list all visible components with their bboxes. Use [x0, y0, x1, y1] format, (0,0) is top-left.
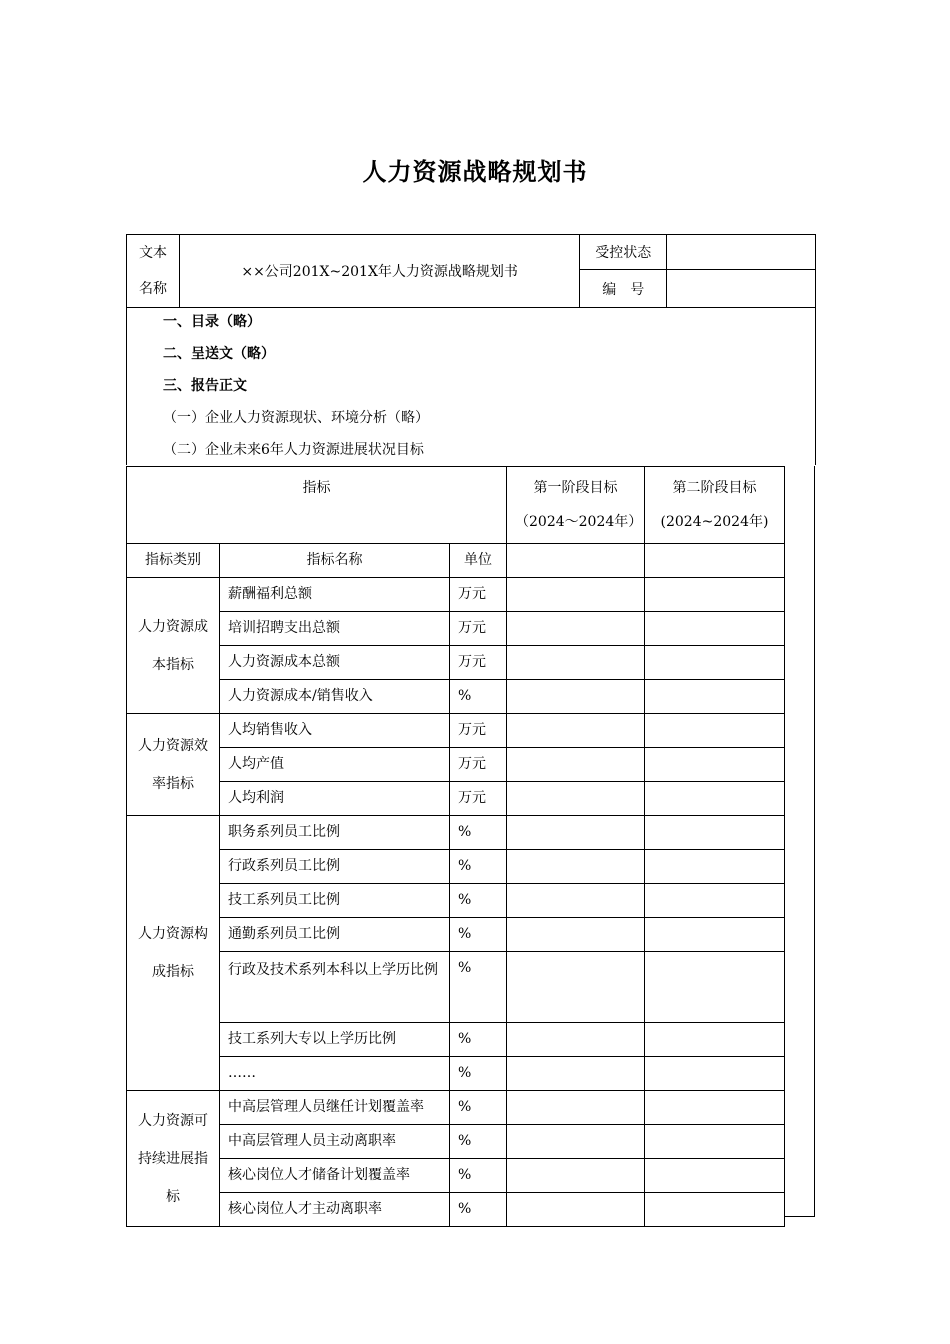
stage2-cell	[645, 1159, 785, 1193]
page-title: 人力资源战略规划书	[362, 157, 588, 186]
subsection-status-analysis: （一）企业人力资源现状、环境分析（略）	[163, 410, 429, 426]
section-toc: 一、目录（略）	[163, 314, 261, 330]
stage2-cell	[645, 918, 785, 952]
stage1-cell	[507, 612, 645, 646]
indicator-unit: %	[450, 884, 507, 918]
subsection-goals: （二）企业未来6年人力资源进展状况目标	[163, 442, 424, 458]
stage2-cell	[645, 952, 785, 1023]
indicator-unit: %	[450, 1023, 507, 1057]
stage1-cell	[507, 578, 645, 612]
stage2-cell	[645, 850, 785, 884]
stage1-cell	[507, 1125, 645, 1159]
indicator-unit: 万元	[450, 748, 507, 782]
doc-name-label: 文本 名称	[127, 235, 180, 308]
indicator-unit: %	[450, 850, 507, 884]
col-name-header: 指标名称	[220, 544, 450, 578]
report-body	[126, 305, 816, 465]
stage1-cell	[507, 646, 645, 680]
indicator-name: 培训招聘支出总额	[220, 612, 450, 646]
indicator-unit: %	[450, 918, 507, 952]
stage1-header: 第一阶段目标 （2024～2024年）	[507, 467, 645, 544]
stage1-cell	[507, 1091, 645, 1125]
indicator-unit: 万元	[450, 646, 507, 680]
number-label: 编 号	[580, 270, 667, 308]
indicator-name: 核心岗位人才主动离职率	[220, 1193, 450, 1227]
stage2-cell	[645, 1057, 785, 1091]
stage2-cell	[645, 1125, 785, 1159]
stage2-cell	[645, 578, 785, 612]
stage1-cell	[507, 748, 645, 782]
indicator-name: 技工系列员工比例	[220, 884, 450, 918]
indicator-unit: %	[450, 1125, 507, 1159]
indicator-name: 人均销售收入	[220, 714, 450, 748]
category-cell: 人力资源构成指标	[127, 816, 220, 1091]
control-status-label: 受控状态	[580, 235, 667, 270]
indicator-name: 技工系列大专以上学历比例	[220, 1023, 450, 1057]
stage2-cell	[645, 1091, 785, 1125]
indicator-unit: %	[450, 1091, 507, 1125]
col-unit-header: 单位	[450, 544, 507, 578]
stage1-cell	[507, 816, 645, 850]
goals-table	[126, 466, 785, 1227]
stage2-header: 第二阶段目标 (2024~2024年)	[645, 467, 785, 544]
indicator-unit: 万元	[450, 714, 507, 748]
indicator-name: ……	[220, 1057, 450, 1091]
stage2-cell	[645, 816, 785, 850]
stage1-cell	[507, 782, 645, 816]
indicator-unit: %	[450, 816, 507, 850]
stage2-cell	[645, 1023, 785, 1057]
stage1-cell	[507, 1057, 645, 1091]
stage2-cell	[645, 782, 785, 816]
indicator-name: 人力资源成本/销售收入	[220, 680, 450, 714]
number-value	[667, 270, 816, 308]
indicator-name: 核心岗位人才储备计划覆盖率	[220, 1159, 450, 1193]
indicator-name: 人均利润	[220, 782, 450, 816]
section-report-body: 三、报告正文	[163, 378, 247, 394]
indicator-unit: %	[450, 1057, 507, 1091]
indicator-unit: 万元	[450, 782, 507, 816]
section-submission: 二、呈送文（略）	[163, 346, 275, 362]
stage2-cell	[645, 1193, 785, 1227]
indicator-unit: %	[450, 952, 507, 1023]
indicator-name: 通勤系列员工比例	[220, 918, 450, 952]
indicator-unit: %	[450, 1193, 507, 1227]
stage2-cell	[645, 884, 785, 918]
stage1-cell	[507, 1193, 645, 1227]
stage2-cell	[645, 612, 785, 646]
control-status-value	[667, 235, 816, 270]
indicator-name: 职务系列员工比例	[220, 816, 450, 850]
indicator-name: 人力资源成本总额	[220, 646, 450, 680]
indicator-unit: 万元	[450, 578, 507, 612]
category-cell: 人力资源效率指标	[127, 714, 220, 816]
indicator-unit: %	[450, 680, 507, 714]
document-header-table	[126, 234, 816, 308]
stage1-cell	[507, 1023, 645, 1057]
stage1-cell	[507, 680, 645, 714]
stage1-cell	[507, 714, 645, 748]
stage1-cell	[507, 918, 645, 952]
indicator-name: 人均产值	[220, 748, 450, 782]
category-cell: 人力资源可持续进展指标	[127, 1091, 220, 1227]
indicator-name: 中高层管理人员主动离职率	[220, 1125, 450, 1159]
indicator-name: 中高层管理人员继任计划覆盖率	[220, 1091, 450, 1125]
indicator-unit: %	[450, 1159, 507, 1193]
indicator-header: 指标	[127, 467, 507, 544]
indicator-name: 行政及技术系列本科以上学历比例	[220, 952, 450, 1023]
outer-border-rail	[784, 466, 815, 1217]
stage2-cell	[645, 544, 785, 578]
stage1-cell	[507, 952, 645, 1023]
stage1-cell	[507, 850, 645, 884]
stage2-cell	[645, 680, 785, 714]
stage1-cell	[507, 544, 645, 578]
indicator-name: 薪酬福利总额	[220, 578, 450, 612]
stage2-cell	[645, 714, 785, 748]
stage2-cell	[645, 748, 785, 782]
category-cell: 人力资源成本指标	[127, 578, 220, 714]
stage2-cell	[645, 646, 785, 680]
stage1-cell	[507, 1159, 645, 1193]
indicator-unit: 万元	[450, 612, 507, 646]
indicator-name: 行政系列员工比例	[220, 850, 450, 884]
stage1-cell	[507, 884, 645, 918]
col-category-header: 指标类别	[127, 544, 220, 578]
doc-name-value: ××公司201X~201X年人力资源战略规划书	[179, 235, 579, 308]
